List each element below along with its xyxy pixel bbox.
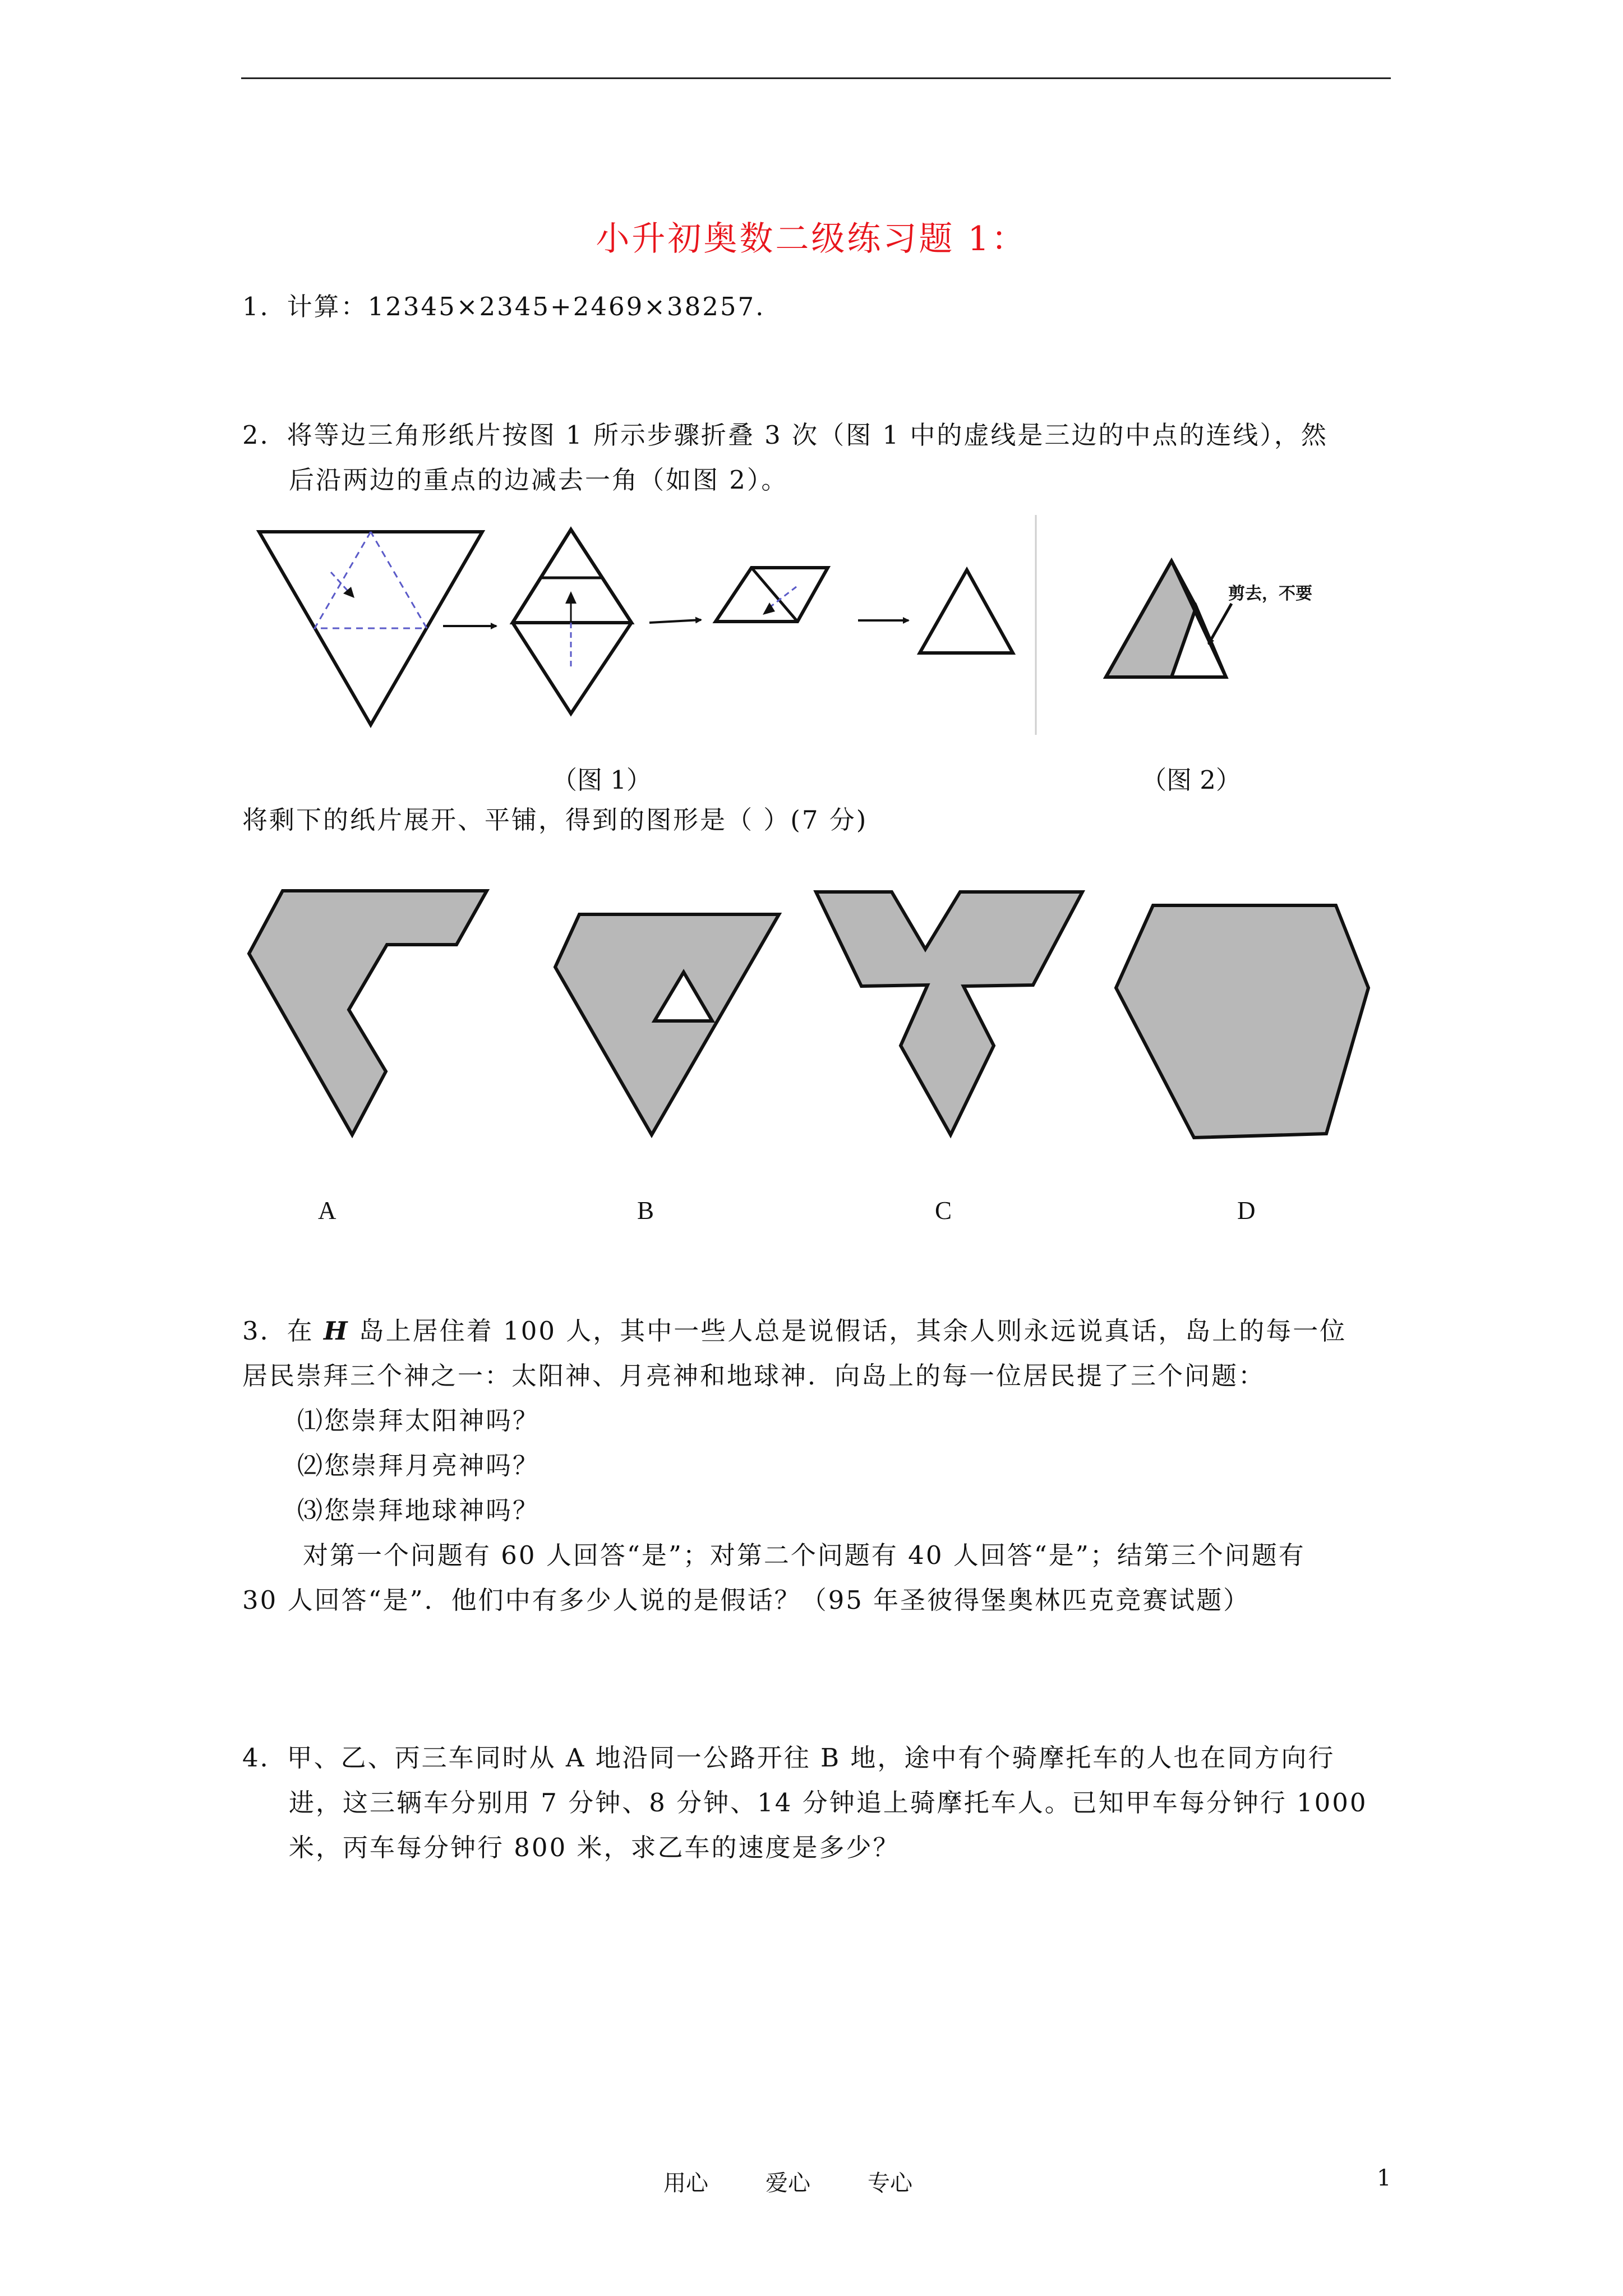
question-3-line-7: 30 人回答“是”．他们中有多少人说的是假话？（95 年圣彼得堡奥林匹克竞赛试题） xyxy=(242,1585,1251,1615)
island-letter: H xyxy=(323,1316,349,1346)
question-3-line-2: 居民崇拜三个神之一：太阳神、月亮神和地球神．向岛上的每一位居民提了三个问题： xyxy=(242,1361,1266,1391)
question-3-item-1: ⑴您崇拜太阳神吗？ xyxy=(297,1406,540,1435)
page-number: 1 xyxy=(1377,2165,1391,2191)
question-4-line-1: 4．甲、乙、丙三车同时从 A 地沿同一公路开往 B 地，途中有个骑摩托车的人也在同方向行 xyxy=(242,1743,1335,1773)
annotation-arrow xyxy=(1209,604,1232,644)
answer-option-shapes xyxy=(241,881,1385,1144)
figure-2-cut-triangle xyxy=(1099,550,1312,684)
option-d-label: D xyxy=(1237,1197,1256,1225)
fold-step-4-shape xyxy=(920,570,1013,653)
question-3-item-3: ⑶您崇拜地球神吗？ xyxy=(297,1496,540,1525)
option-b-label: B xyxy=(637,1197,654,1225)
option-d-shape xyxy=(1116,905,1368,1138)
option-c-label: C xyxy=(935,1197,952,1225)
question-2-line-1: 2．将等边三角形纸片按图 1 所示步骤折叠 3 次（图 1 中的虚线是三边的中点的连线），然 xyxy=(242,420,1328,450)
option-b-shape xyxy=(555,914,779,1135)
question-3-line-1 xyxy=(242,1314,1347,1348)
question-3-line-6: 对第一个问题有 60 人回答“是”；对第二个问题有 40 人回答“是”；结第三个问题有 xyxy=(303,1540,1306,1570)
page-title: 小升初奥数二级练习题 1： xyxy=(596,219,1027,259)
figure-2-caption: （图 2） xyxy=(1141,765,1241,795)
question-2-prompt: 将剩下的纸片展开、平铺，得到的图形是（ ）(7 分) xyxy=(242,805,868,835)
header-rule xyxy=(241,77,1391,79)
footer-right: 专心 xyxy=(868,2170,912,2196)
arrow-2 xyxy=(649,620,701,623)
fold-step-1-shape xyxy=(259,532,482,725)
cut-annotation: 剪去，不要 xyxy=(1228,584,1312,604)
footer-middle: 爱心 xyxy=(766,2170,810,2196)
fold-step-3-shape xyxy=(716,568,828,622)
question-3-prefix: 3．在 xyxy=(242,1316,324,1346)
fold-step-2-shape xyxy=(513,530,631,714)
option-c-shape xyxy=(816,892,1082,1135)
question-4-line-3: 米，丙车每分钟行 800 米，求乙车的速度是多少？ xyxy=(289,1833,900,1862)
option-a-shape xyxy=(249,891,487,1135)
question-4-line-2: 进，这三辆车分别用 7 分钟、8 分钟、14 分钟追上骑摩托车人。已知甲车每分钟行 1000 xyxy=(289,1788,1368,1818)
figure-1-folding-steps xyxy=(247,513,1043,738)
question-3-line-1-rest: 岛上居住着 100 人，其中一些人总是说假话，其余人则永远说真话，岛上的每一位 xyxy=(349,1316,1347,1346)
figure-1-caption: （图 1） xyxy=(552,765,652,795)
option-a-label: A xyxy=(318,1197,336,1225)
question-1: 1．计算：12345×2345+2469×38257. xyxy=(242,292,766,321)
question-2-line-2: 后沿两边的重点的边减去一角（如图 2）。 xyxy=(289,465,789,495)
footer-left: 用心 xyxy=(663,2170,708,2196)
question-3-item-2: ⑵您崇拜月亮神吗？ xyxy=(297,1451,540,1480)
